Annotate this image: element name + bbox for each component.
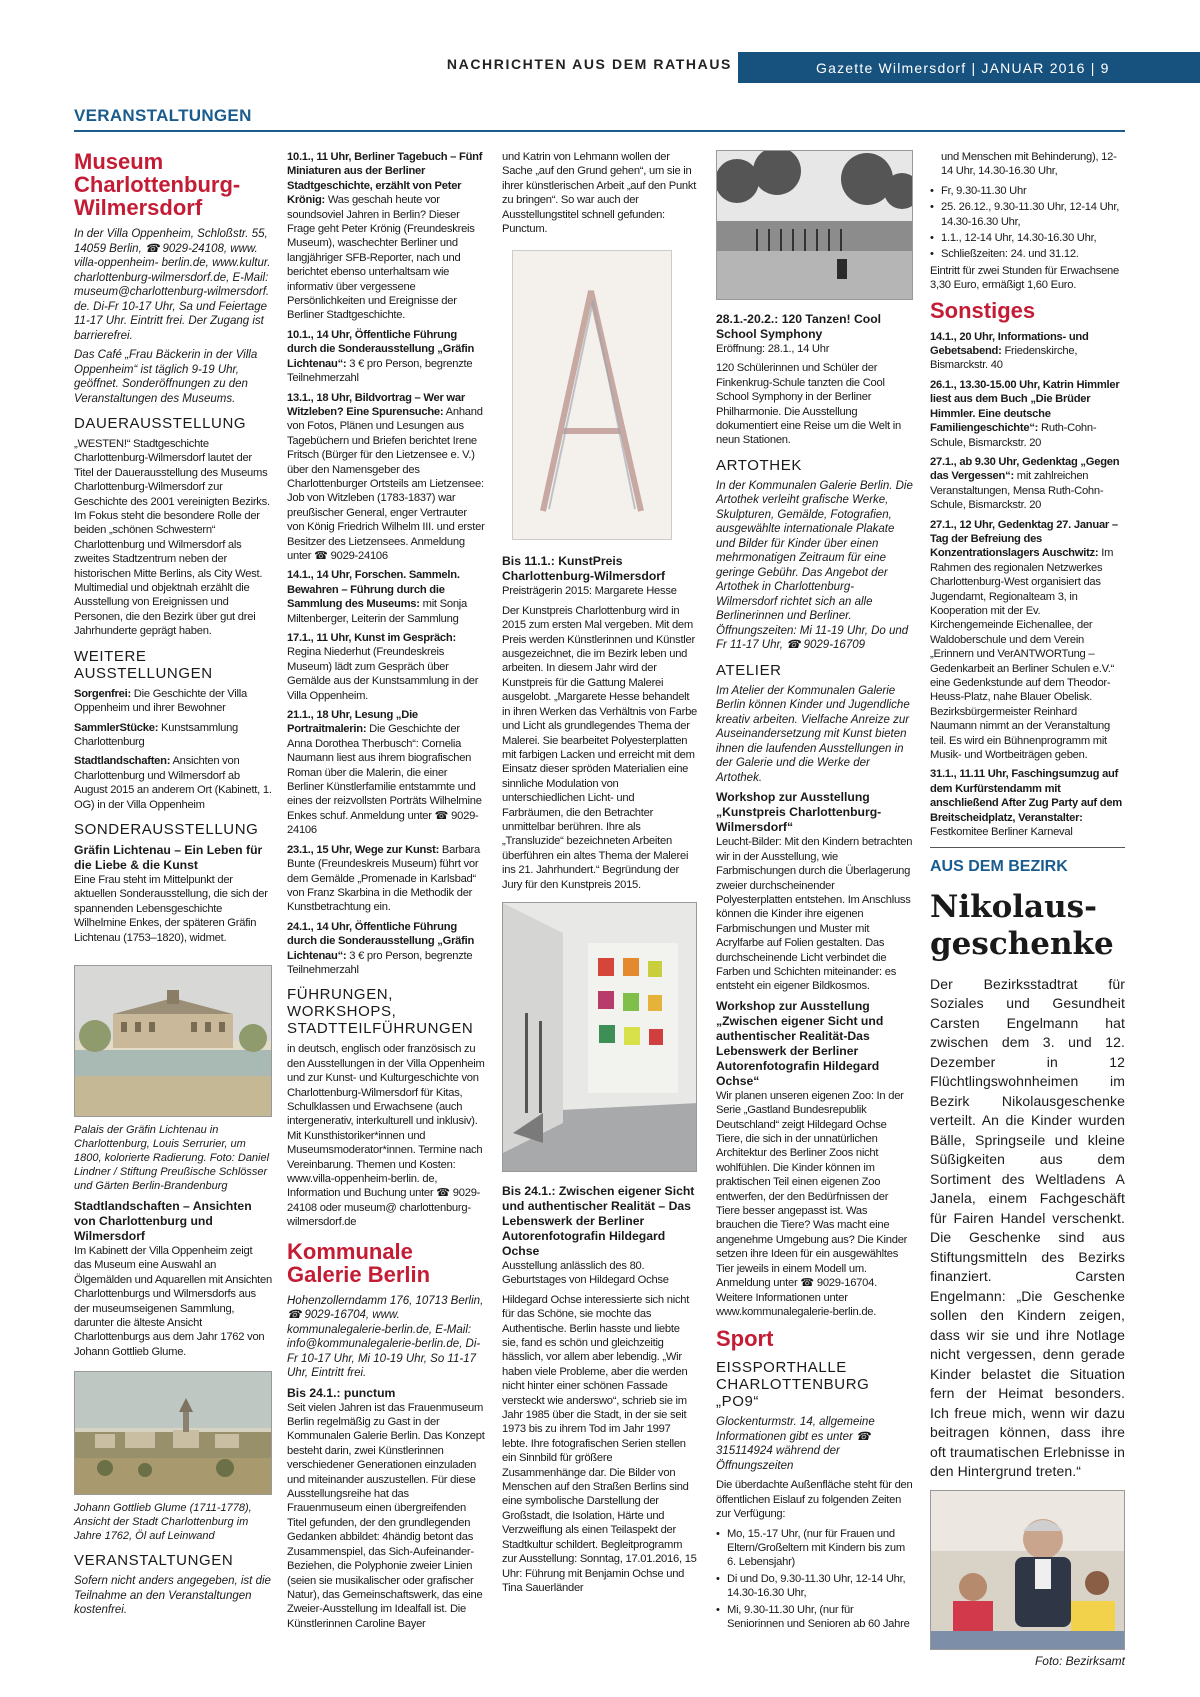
fuehrungen-text: in deutsch, englisch oder französisch zu den Ausstellungen in der Villa Oppenheim und zur Kunst- und Kulturgeschichte von Charlottenburg-Wilmersdorf für Kitas, Schulklassen und Erwachsene (auch intergenerativ, interkulturell und inklusiv). Mit Kunsthistoriker*innen und Museumsmoderator*innen. Termine nach Vereinbarung. Themen und Kosten: www.villa-oppenheim-berlin. de, Information und Buchung unter ☎ 9029-24108 oder museum@ charlottenburg-wilmersdorf.de (287, 1043, 485, 1229)
sonstiges-item: 27.1., 12 Uhr, Gedenktag 27. Januar – Tag der Befreiung des Konzentrationslagers Auschwitz: Im Rahmen des regionalen Netzwerkes Charlottenburg-West organisiert das Jugendamt, Regionalteam 3, in Kooperation mit der Ev. Kirchengemeinde Eichenallee, der Waldoberschule und dem Verein „Erinnern und VerANTWORTung – Gedenkarbeit an Berliner Schulen e.V.“ eine Gedenkstunde auf dem Theodor-Heuss-Platz, nahe Blauer Obelisk. Bezirksbürgermeister Reinhard Naumann nimmt an der Veranstaltung teil. Es wird ein Bühnenprogramm mit Musik- und Wortbeiträgen geben. (930, 518, 1118, 762)
list-item: • 1.1., 12-14 Uhr, 14.30-16.30 Uhr, (930, 231, 1125, 245)
list-item: • Di und Do, 9.30-11.30 Uhr, 12-14 Uhr, 14.30-16.30 Uhr, (716, 1572, 913, 1601)
eissporthalle-text: Die überdachte Außenfläche steht für den öffentlichen Eislauf zu folgenden Zeiten zur Verfügung: (716, 1479, 913, 1521)
sonstiges-title: Sonstiges (930, 297, 1036, 323)
punctum-continued: und Katrin von Lehmann wollen der Sache „auf den Grund gehen“, um sie in ihrer künstlerischen Arbeit „auf den Punkt zu bringen“. So war auch der Ausstellungstitel schnell gefunden: Punctum. (502, 151, 697, 236)
punctum-text: Seit vielen Jahren ist das Frauenmuseum Berlin regelmäßig zu Gast in der Kommunalen Galerie Berlin. Das Konzept besteht darin, zwei Künstlerinnen verschiedener Generationen einzuladen und miteinander auszustellen. Für diese Ausstellungsreihe hat das Frauenmuseum einen übergreifenden Titel gefunden, der den grundlegenden Gedanken abbildet: 4händig betont das Zusammenspiel, das Sich-Aufeinander-Beziehen, die Polyphonie zweier Linien (seien sie musikalischer oder grafischer Natur), das Gemeinschaftswerk, das eine Zweier-Ausstellung im Idealfall ist. Die Künstlerinnen Caroline Bayer (287, 1401, 485, 1630)
palais-image (74, 965, 272, 1117)
kunstpreis-text: Der Kunstpreis Charlottenburg wird in 2015 zum ersten Mal vergeben. Mit dem Preis werden Künstlerinnen und Künstler ausgezeichnet, die im Bezirk leben und arbeiten. In diesem Jahr wird der Kunstpreis für die Gattung Malerei ausgelobt. „Margarete Hesse behandelt in ihren Werken das Verhältnis von Farbe und Licht als grundlegendes Thema der Malerei. Sie bearbeitet Polyesterplatten mit farbigen Lacken und erreicht mit dem Einsatz dieser spröden Materialien eine sinnliche Modulation von unterschiedlichen Licht- und Farbräumen, die den Betrachter unmittelbar berühren. Ihre als „Transluzide“ bezeichneten Arbeiten überführen ein altes Thema der Malerei ins 21. Jahrhundert.“ Begründung der Jury für den Kunstpreis 2015. (502, 604, 698, 891)
header-publication-box: Gazette Wilmersdorf | JANUAR 2016 | 9 (738, 52, 1200, 83)
gallery-photo (502, 902, 697, 1172)
eissporthalle-times (716, 1527, 913, 1632)
museum-title: Museum Charlottenburg-Wilmersdorf (74, 149, 241, 220)
section-title: VERANSTALTUNGEN (74, 106, 252, 125)
kunstpreis-title: Bis 11.1.: KunstPreis Charlottenburg-Wilmersdorf (502, 554, 666, 584)
sonstiges-item: 31.1., 11.11 Uhr, Faschingsumzug auf dem Kurfürstendamm mit anschließend After Zug Party auf dem Breitscheidplatz, Veranstalter: Festkomitee Berliner Karneval (930, 768, 1122, 839)
event-item: 24.1., 14 Uhr, Öffentliche Führung durch die Sonderausstellung „Gräfin Lichtenau“: 3 € pro Person, begrenzte Teilnehmerzahl (287, 920, 475, 976)
column-1 (74, 150, 272, 1623)
page-header (0, 0, 1200, 83)
sonder-title: Gräfin Lichtenau – Ein Leben für die Liebe & die Kunst (74, 842, 263, 872)
tanzen-sub: Eröffnung: 28.1., 14 Uhr (716, 343, 830, 355)
eis-times-continued (930, 184, 1125, 262)
fuehrungen-heading: FÜHRUNGEN, WORKSHOPS, STADTTEILFÜHRUNGEN (287, 986, 474, 1038)
museum-info: In der Villa Oppenheim, Schloßstr. 55, 14059 Berlin, ☎ 9029-24108, www. villa-oppenheim- berlin.de, www.kultur. charlottenburg-wilmersdorf.de, E-Mail: museum@charlottenburg-wilmersdorf. de. Di-Fr 10-17 Uhr, Sa und Feiertage 11-17 Uhr. Eintritt frei. Der Zugang ist barrierefrei. (74, 228, 271, 342)
list-item: • Fr, 9.30-11.30 Uhr (930, 184, 1125, 198)
sonstiges-item: 14.1., 20 Uhr, Informations- und Gebetsabend: Friedenskirche, Bismarckstr. 40 (930, 330, 1089, 372)
glume-painting (74, 1371, 272, 1495)
column-5 (930, 150, 1125, 1668)
bezirk-photo (930, 1490, 1125, 1650)
atelier-heading: ATELIER (716, 661, 782, 679)
palais-caption: Palais der Gräfin Lichtenau in Charlottenburg, Louis Serrurier, um 1800, kolorierte Radierung. Foto: Daniel Lindner / Stiftung Preußische Schlösser und Gärten Berlin-Brandenburg (74, 1123, 270, 1192)
tanzen-title: 28.1.-20.2.: 120 Tanzen! Cool School Symphony (716, 312, 882, 341)
section-rule (74, 130, 1125, 132)
dauer-heading: DAUERAUSSTELLUNG (74, 415, 247, 432)
column-3 (502, 150, 697, 1600)
veranstaltungen-heading: VERANSTALTUNGEN (74, 1552, 234, 1570)
list-item: • Mi, 9.30-11.30 Uhr, (nur für Seniorinnen und Senioren ab 60 Jahre (716, 1603, 913, 1632)
eissporthalle-heading: EISSPORTHALLE CHARLOTTENBURG „PO9“ (716, 1359, 870, 1411)
sonstiges-item: 26.1., 13.30-15.00 Uhr, Katrin Himmler liest aus dem Buch „Die Brüder Himmler. Eine deutsche Familiengeschichte“: Ruth-Cohn-Schule, Bismarckstr. 20 (930, 378, 1120, 449)
weitere-item: Sorgenfrei: Die Geschichte der Villa Oppenheim und ihrer Bewohner (74, 687, 247, 715)
bezirk-heading: AUS DEM BEZIRK (930, 858, 1068, 876)
sport-title: Sport (716, 1326, 774, 1352)
kunstpreis-sub: Preisträgerin 2015: Margarete Hesse (502, 585, 677, 598)
punctum-title: Bis 24.1.: punctum (287, 1385, 396, 1400)
weitere-heading: WEITERE AUSSTELLUNGEN (74, 647, 213, 682)
event-item: 21.1., 18 Uhr, Lesung „Die Portraitmalerin: Die Geschichte der Anna Dorothea Therbusch“: Cornelia Naumann liest aus ihrem biografischen Roman über die Malerin, die einer Berliner Künstlerfamilie entstammte und eines der reizvollsten Porträts Wilhelmine Enkes schuf. Anmeldung unter ☎ 9029-24106 (287, 709, 482, 837)
tanzen-text: 120 Schülerinnen und Schüler der Finkenkrug-Schule tanzten die Cool School Symphony in der Berliner Philharmonie. Die Ausstellung dokumentiert eine Reise um die Welt in neun Stationen. (716, 362, 901, 447)
eis-continued: und Menschen mit Behinderung), 12-14 Uhr, 14.30-16.30 Uhr, (941, 151, 1117, 178)
event-item: 10.1., 14 Uhr, Öffentliche Führung durch die Sonderausstellung „Gräfin Lichtenau“: 3 € pro Person, begrenzte Teilnehmerzahl (287, 328, 475, 385)
sonder-text: Eine Frau steht im Mittelpunkt der aktuellen Sonderausstellung, die sich der spannenden Lebensgeschichte Wilhelmine Enkes, der späteren Gräfin Lichtenau (1753–1820), widmet. (74, 873, 268, 944)
divider (930, 847, 1125, 848)
workshop1-text: Leucht-Bilder: Mit den Kindern betrachten wir in der Ausstellung, wie Farbmischungen durch die Überlagerung zweier durchscheinender Polyesterplatten entstehen. Im Anschluss können die Kinder ihre eigenen Farbmischungen und Muster mit Acrylfarbe auf Folien gestalten. Das durchscheinende Licht verbindet die Farben und Schichten miteinander: es entsteht ein eigener Bildkosmos. (716, 836, 913, 993)
dauer-text: „WESTEN!“ Stadtgeschichte Charlottenburg-Wilmersdorf lautet der Titel der Dauerausstellung des Museums Charlottenburg-Wilmersdorf zur Geschichte des 2001 vereinigten Bezirks. Im Fokus steht die besondere Rolle der beiden „schönen Schwestern“ Charlottenburg und Wilmersdorf als zweites Stadtzentrum neben der historischen Mitte Berlins, als City West. Multimedial und objektnah erzählt die Ausstellung von Ereignissen und Personen, die den Bezirk über gut drei Jahrhunderte geprägt haben. (74, 438, 270, 638)
atelier-text: Im Atelier der Kommunalen Galerie Berlin können Kinder und Jugendliche kreativ arbeiten. Vielfache Anreize zur Auseinandersetzung mit Kunst bieten ihnen die laufenden Ausstellungen in der Galerie und die Werke der Artothek. (716, 684, 910, 784)
photo-credit: Foto: Bezirksamt (1034, 1653, 1125, 1668)
list-item: • Mo, 15.-17 Uhr, (nur für Frauen und Eltern/Großeltern mit Kindern bis zum 6. Lebensjahr) (716, 1527, 913, 1570)
header-section-label: NACHRICHTEN AUS DEM RATHAUS (446, 56, 732, 72)
nikolaus-title: Nikolaus-geschenke (930, 888, 1114, 962)
column-4 (716, 150, 913, 1633)
workshop2-title: Workshop zur Ausstellung „Zwischen eigener Sicht und authentischer Realität-Das Lebenswerk der Berliner Autorenfotografin Hildegard Ochse“ (716, 998, 884, 1088)
workshop1-title: Workshop zur Ausstellung „Kunstpreis Charlottenburg-Wilmersdorf“ (716, 790, 882, 835)
eintritt-info: Eintritt für zwei Stunden für Erwachsene 3,30 Euro, ermäßigt 1,60 Euro. (930, 264, 1119, 292)
glume-caption: Johann Gottlieb Glume (1711-1778), Ansicht der Stadt Charlottenburg im Jahre 1762, Öl auf Leinwand (74, 1502, 252, 1543)
galerie-title: Kommunale Galerie Berlin (287, 1238, 431, 1287)
artothek-heading: ARTOTHEK (716, 456, 802, 474)
event-item: 17.1., 11 Uhr, Kunst im Gespräch: Regina Niederhut (Freundeskreis Museum) lädt zum Gespräch über Gemälde aus der Kunstsammlung in der Villa Oppenheim. (287, 632, 479, 702)
event-item: 23.1., 15 Uhr, Wege zur Kunst: Barbara Bunte (Freundeskreis Museum) führt vor dem Gemälde „Promenade in Karlsbad“ von Franz Skarbina in die Methodik der Kunstbetrachtung ein. (287, 843, 480, 914)
weitere-item: Stadtlandschaften: Ansichten von Charlottenburg und Wilmersdorf ab August 2015 an anderem Ort (Kabinett, 1. OG) in der Villa Oppenheim (74, 755, 272, 811)
ochse-sub: Ausstellung anlässlich des 80. Geburtstages von Hildegard Ochse (502, 1259, 669, 1287)
event-item: 13.1., 18 Uhr, Bildvortrag – Wer war Witzleben? Eine Spurensuche: Anhand von Fotos, Plänen und Lesungen aus Tagebüchern und Briefen berichtet Irene Fritsch (Bürger für den Lietzensee e. V.) über den Namensgeber des Charlottenburger Ortsteils am Lietzensee: Job von Witzleben (1783-1837) war preußischer General, enger Vertrauter von König Friedrich Wilhelm III. und erster Besitzer des Lietzensees. Anmeldung unter ☎ 9029-24106 (287, 391, 485, 562)
event-item: 14.1., 14 Uhr, Forschen. Sammeln. Bewahren – Führung durch die Sammlung des Museums: mit Sonja Miltenberger, Leiterin der Sammlung (287, 569, 468, 625)
list-item: • 25. 26.12., 9.30-11.30 Uhr, 12-14 Uhr, 14.30-16.30 Uhr, (930, 200, 1125, 229)
ochse-text: Hildegard Ochse interessierte sich nicht für das Schöne, sie mochte das Authentische. Berlin hasste und liebte sie, fand es schön und gleichzeitig hässlich, vor allem aber lebendig. „Wir haben viele Probleme, aber die werden nicht hinter einer schönen Fassade versteckt wie anderswo“, schrieb sie im Jahr 1985 über die Stadt, in der sie seit 1973 bis zu ihrem Tod im Jahr 1997 lebte. Ihre fotografischen Serien stellen ein Sinnbild für größere Zusammenhänge dar. Die Bilder von Menschen auf den Straßen Berlins sind eine symbolische Darstellung der Großstadt, die Isolation, Härte und Verzweiflung als einen Teilaspekt der Stadtkultur schildert. Begleitprogramm zur Ausstellung: Sonntag, 17.01.2016, 15 Uhr: Führung mit Benjamin Ochse und Tina Sauerländer (502, 1293, 697, 1594)
stadtlandschaften-title: Stadtlandschaften – Ansichten von Charlottenburg und Wilmersdorf (74, 1198, 252, 1243)
street-photo (716, 150, 913, 300)
stadtlandschaften-text: Im Kabinett der Villa Oppenheim zeigt das Museum eine Auswahl an Ölgemälden und Aquarellen mit Ansichten Charlottenburgs und Wilmersdorfs aus der museumseigenen Sammlung, darunter die älteste Ansicht Charlottenburgs aus dem Jahr 1762 von Johann Gottlieb Glume. (74, 1244, 272, 1358)
eissporthalle-info: Glockenturmstr. 14, allgemeine Informationen gibt es unter ☎ 315114924 während der Öffnungszeiten (716, 1416, 875, 1472)
weitere-item: SammlerStücke: Kunstsammlung Charlottenburg (74, 721, 239, 748)
cafe-info: Das Café „Frau Bäckerin in der Villa Oppenheim“ ist täglich 9-19 Uhr, geöffnet. Sonderöffnungen zu den Veranstaltungen des Museums. (74, 349, 258, 405)
column-2 (287, 150, 486, 1636)
sonstiges-item: 27.1., ab 9.30 Uhr, Gedenktag „Gegen das Vergessen“: mit zahlreichen Veranstaltungen, Mensa Ruth-Cohn-Schule, Bismarckstr. 20 (930, 455, 1120, 512)
nikolaus-text: Der Bezirksstadtrat für Soziales und Gesundheit Carsten Engelmann hat zwischen dem 3. und 12. Dezember in 12 Flüchtlingswohnheimen im Bezirk Nikolausgeschenke verteilt. An die Kinder wurden Bälle, Springseile und kleine Süßigkeiten aus dem Sortiment des Weltladens A Janela, einem Fachgeschäft für Fairen Handel verschenkt. Die Geschenke sind aus Stiftungsmitteln des Bezirks finanziert. Carsten Engelmann: „Die Geschenke sollen den Kindern zeigen, dass wir sie und ihre Notlage nicht vergessen, denn gerade Kinder belastet die Situation fern der Heimat besonders. Ich freue mich, wenn wir dazu beitragen können, dass ihre oft traumatischen Erlebnisse in den Hintergrund treten.“ (930, 975, 1125, 1480)
list-item: • Schließzeiten: 24. und 31.12. (930, 247, 1125, 261)
veranstaltungen-note: Sofern nicht anders angegeben, ist die Teilnahme an den Veranstaltungen kostenfrei. (74, 1575, 271, 1617)
event-item: 10.1., 11 Uhr, Berliner Tagebuch – Fünf Miniaturen aus der Berliner Stadtgeschichte, erzählt von Peter Krönig: Was geschah heute vor soundsoviel Jahren in Berlin? Dieser Frage geht Peter Krönig (Freundeskreis Museum), waschechter Berliner und langjähriger SFB-Reporter, nach und berichtet ebenso unterhaltsam wie informativ über vergessene Persönlichkeiten und Ereignisse der Berliner Stadtgeschichte. (287, 151, 483, 322)
ochse-title: Bis 24.1.: Zwischen eigener Sicht und authentischer Realität – Das Lebenswerk der Berliner Autorenfotografin Hildegard Ochse (502, 1183, 695, 1258)
galerie-info: Hohenzollerndamm 176, 10713 Berlin, ☎ 9029-16704, www. kommunalegalerie-berlin.de, E-Mail: info@kommunalegalerie-berlin.de, Di-Fr 10-17 Uhr, Mi 10-19 Uhr, So 11-17 Uhr, Eintritt frei. (287, 1294, 484, 1380)
sonder-heading: SONDERAUSSTELLUNG (74, 820, 259, 838)
letter-a-artwork (512, 250, 672, 540)
artothek-text: In der Kommunalen Galerie Berlin. Die Artothek verleiht grafische Werke, Skulpturen, Gemälde, Fotografien, ausgewählte internationale Plakate und Bilder für Kinder über einen mehrmonatigen Zeitraum für eine geringe Gebühr. Das Angebot der Artothek in Charlottenburg-Wilmersdorf richtet sich an alle Berlinerinnen und Berliner. Öffnungszeiten: Mi 11-19 Uhr, Do und Fr 11-17 Uhr, ☎ 9029-16709 (716, 479, 913, 652)
workshop2-text: Wir planen unseren eigenen Zoo: In der Serie „Gastland Bundesrepublik Deutschland“ zeigt Hildegard Ochse Tiere, die sich in der unnatürlichen Architektur des Berliner Zoos nicht wohlfühlen. Die Kinder können im praktischen Teil einen eigenen Zoo entwerfen, der den Bedürfnissen der Tiere besser angepasst ist. Was brauchen die Tiere? Was macht eine angenehme Umgebung aus? Die Kinder setzen ihre Ideen für ein ausgewähltes Tier jeweils in einem Modell um. Anmeldung unter ☎ 9029-16704. Weitere Informationen unter www.kommunalegalerie-berlin.de. (716, 1089, 908, 1318)
